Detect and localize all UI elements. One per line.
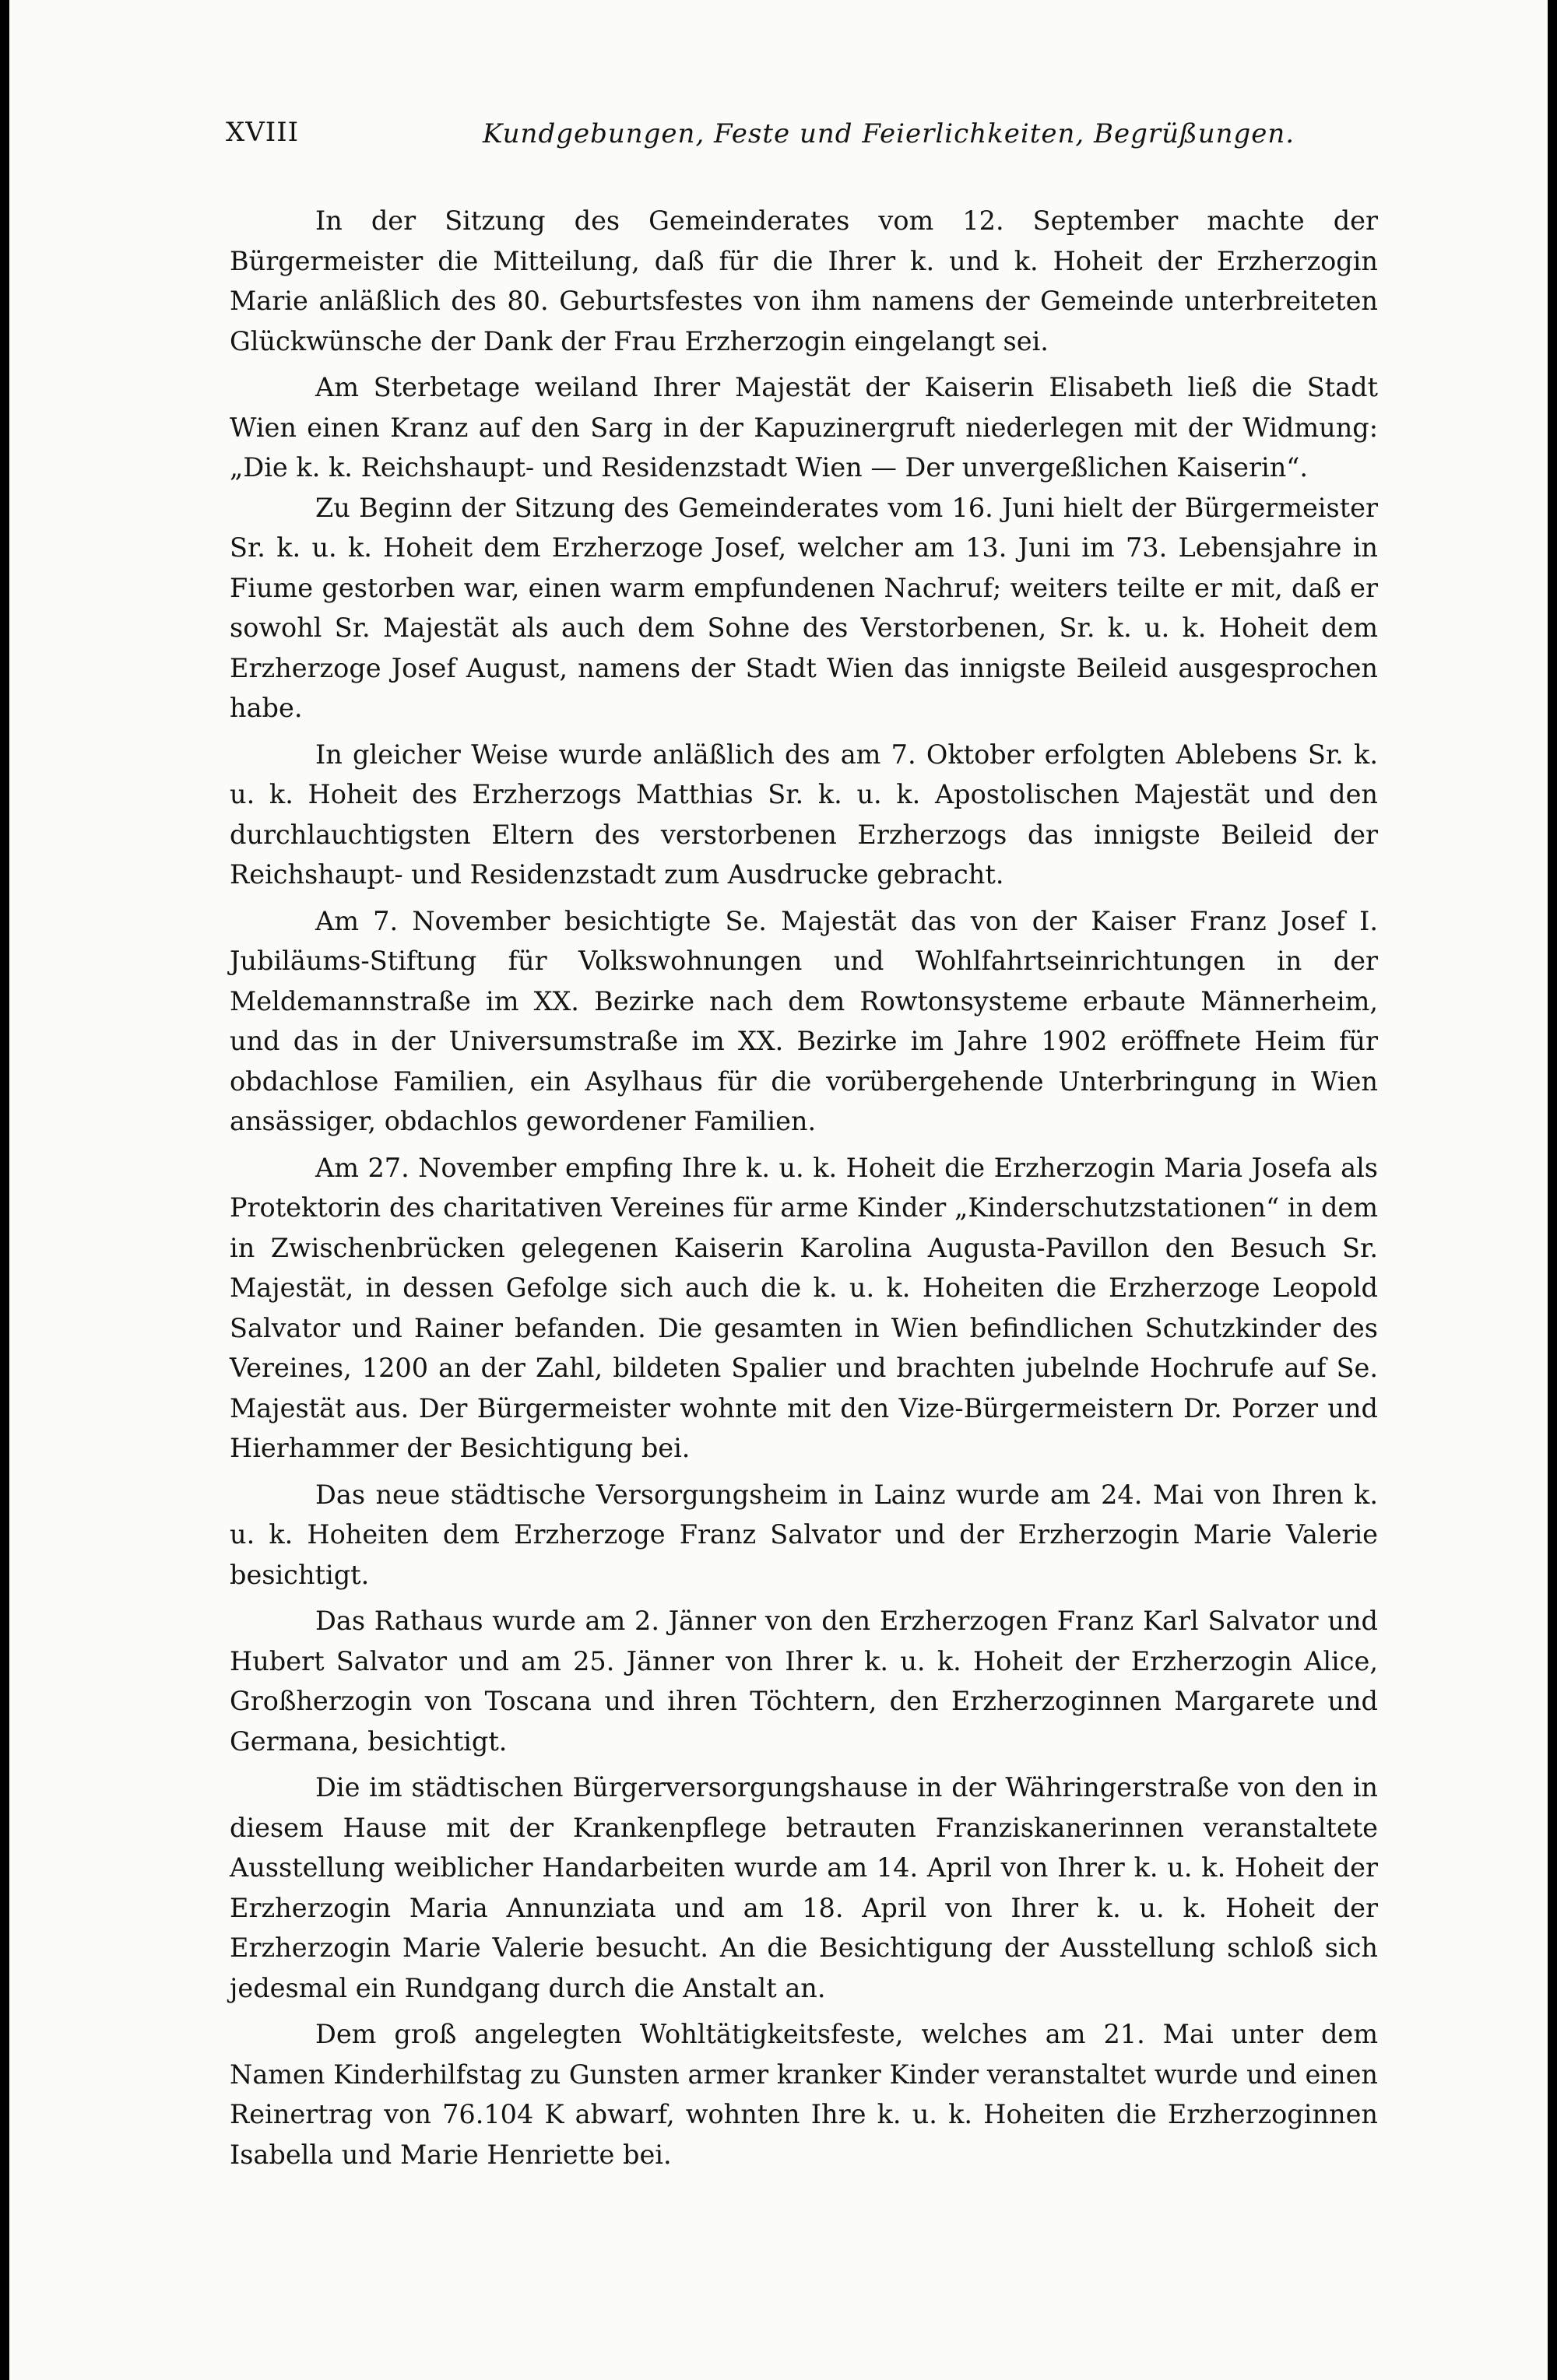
- paragraph-rathaus-besichtigung: Das Rathaus wurde am 2. Jänner von den Erzherzogen Franz Karl Salvator und Hubert Salvator und am 25. Jänner von Ihrer k. u. k. Hoheit der Erzherzogin Alice, Großherzogin von Toscana und ihren Töchtern, den Erzherzoginnen Margarete und Germana, besichtigt.: [230, 1606, 1378, 1757]
- paragraph-ausstellung-handarbeiten: Die im städtischen Bürgerversorgungshause in der Währingerstraße von den in diesem Hause mit der Krankenpflege betrauten Franziskanerinnen veranstaltete Ausstellung weiblicher Handarbeiten wurde am 14. April von Ihrer k. u. k. Hoheit der Erzherzogin Maria Annunziata und am 18. April von Ihrer k. u. k. Hoheit der Erzherzogin Marie Valerie besucht. An die Besichtigung der Ausstellung schloß sich jedesmal ein Rundgang durch die Anstalt an.: [230, 1772, 1378, 2003]
- paragraph-erzherzog-josef: Zu Beginn der Sitzung des Gemeinderates vom 16. Juni hielt der Bürgermeister Sr. k. u. k. Hoheit dem Erzherzoge Josef, welcher am 13. Juni im 73. Lebensjahre in Fiume gestorben war, einen warm empfundenen Nachruf; weiters teilte er mit, daß er sowohl Sr. Majestät als auch dem Sohne des Verstorbenen, Sr. k. u. k. Hoheit dem Erzherzoge Josef August, namens der Stadt Wien das innigste Beileid ausgesprochen habe.: [230, 492, 1378, 723]
- paragraph-sterbetag-kaiserin: Am Sterbetage weiland Ihrer Majestät der Kaiserin Elisabeth ließ die Stadt Wien einen Kranz auf den Sarg in der Kapuzinergruft niederlegen mit der Widmung: „Die k. k. Reichshaupt- und Residenzstadt Wien — Der unvergeßlichen Kaiserin“.: [230, 372, 1378, 483]
- running-head: Kundgebungen, Feste und Feierlichkeiten, Begrüßungen.: [483, 118, 1295, 149]
- page-number: XVIII: [226, 117, 300, 148]
- scan-border-right: [1548, 0, 1557, 2380]
- scan-border-left: [0, 0, 9, 2380]
- paragraph-erzherzog-matthias: In gleicher Weise wurde anläßlich des am 7. Oktober erfolgten Ablebens Sr. k. u. k. Hoheit des Erzherzogs Matthias Sr. k. u. k. Apostolischen Majestät und den durchlauchtigsten Eltern des verstorbenen Erzherzogs das innigste Beileid der Reichshaupt- und Residenzstadt zum Ausdrucke gebracht.: [230, 739, 1378, 890]
- paragraph-maennerheim: Am 7. November besichtigte Se. Majestät das von der Kaiser Franz Josef I. Jubiläums-Stiftung für Volkswohnungen und Wohlfahrtseinrichtungen in der Meldemannstraße im XX. Bezirke nach dem Rowtonsysteme erbaute Männerheim, und das in der Universumstraße im XX. Bezirke im Jahre 1902 eröffnete Heim für obdachlose Familien, ein Asylhaus für die vorübergehende Unterbringung in Wien ansässiger, obdachlos gewordener Familien.: [230, 905, 1378, 1136]
- paragraph-gemeinderat-september: In der Sitzung des Gemeinderates vom 12. September machte der Bürgermeister die Mitteilung, daß für die Ihrer k. und k. Hoheit der Erzherzogin Marie anläßlich des 80. Geburtsfestes von ihm namens der Gemeinde unterbreiteten Glückwünsche der Dank der Frau Erzherzogin eingelangt sei.: [230, 205, 1378, 356]
- paragraph-kinderschutzstationen: Am 27. November empfing Ihre k. u. k. Hoheit die Erzherzogin Maria Josefa als Protektorin des charitativen Vereines für arme Kinder „Kinderschutzstationen“ in dem in Zwischenbrücken gelegenen Kaiserin Karolina Augusta-Pavillon den Besuch Sr. Majestät, in dessen Gefolge sich auch die k. u. k. Hoheiten die Erzherzoge Leopold Salvator und Rainer befanden. Die gesamten in Wien befindlichen Schutzkinder des Vereines, 1200 an der Zahl, bildeten Spalier und brachten jubelnde Hochrufe auf Se. Majestät aus. Der Bürgermeister wohnte mit den Vize-Bürgermeistern Dr. Porzer und Hierhammer der Besichtigung bei.: [230, 1152, 1378, 1463]
- paragraph-versorgungsheim-lainz: Das neue städtische Versorgungsheim in Lainz wurde am 24. Mai von Ihren k. u. k. Hoheiten dem Erzherzoge Franz Salvator und der Erzherzogin Marie Valerie besichtigt.: [230, 1479, 1378, 1590]
- body-text: [230, 201, 1378, 2181]
- page-header: [226, 117, 1378, 163]
- paragraph-kinderhilfstag: Dem groß angelegten Wohltätigkeitsfeste, welches am 21. Mai unter dem Namen Kinderhilfstag zu Gunsten armer kranker Kinder veranstaltet wurde und einen Reinertrag von 76.104 K abwarf, wohnten Ihre k. u. k. Hoheiten die Erzherzoginnen Isabella und Marie Henriette bei.: [230, 2019, 1378, 2170]
